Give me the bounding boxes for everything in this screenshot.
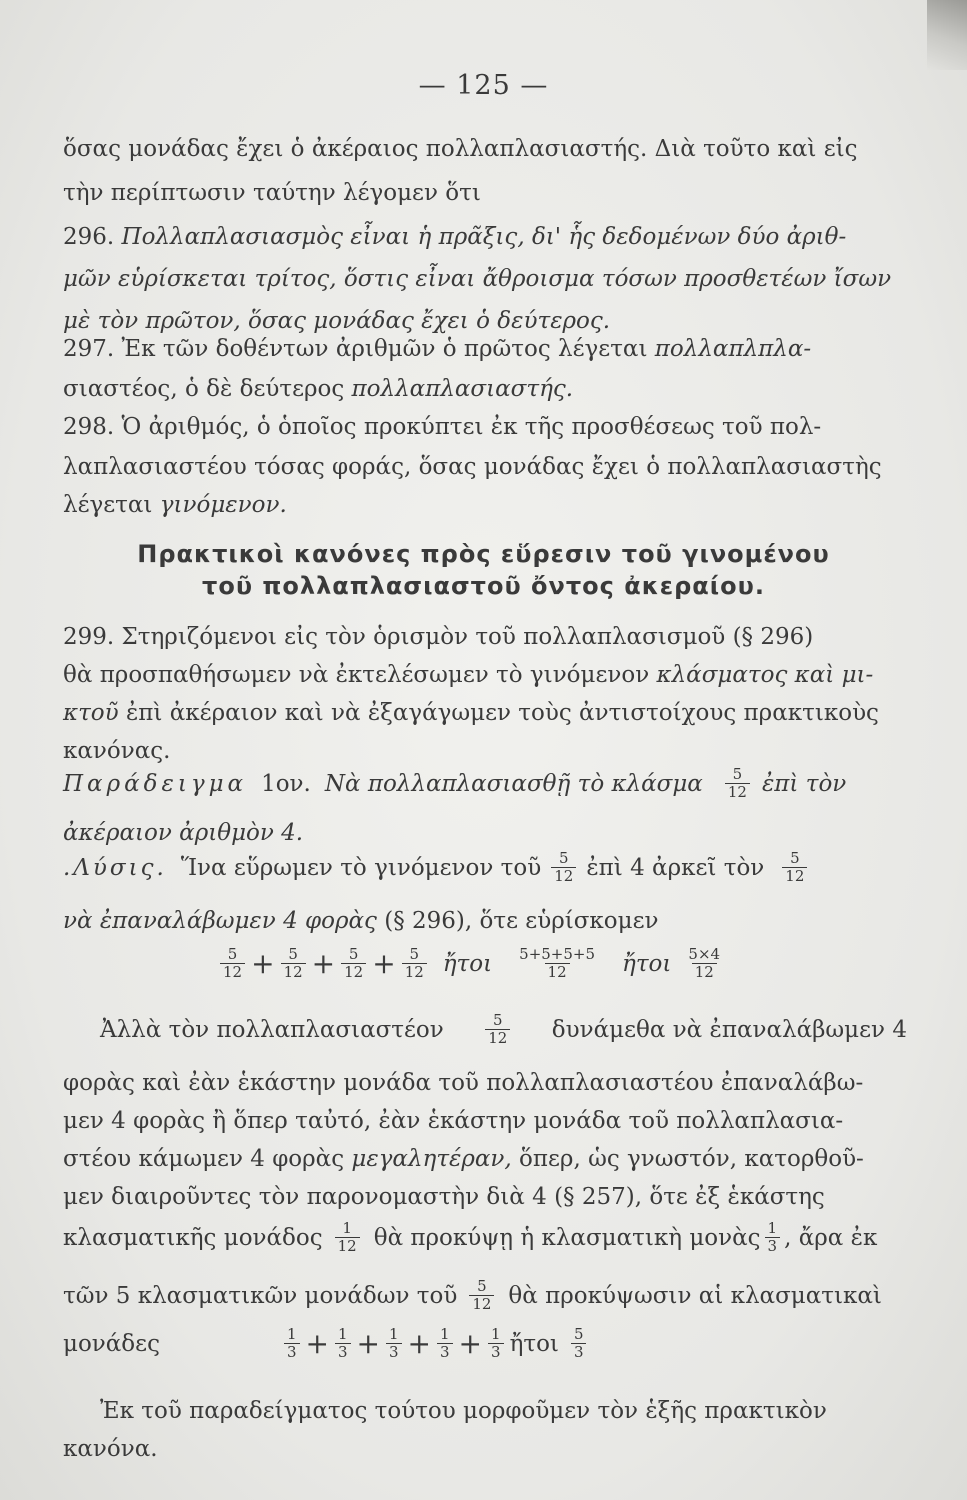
fraction (725, 766, 750, 801)
example-text: Νὰ πολλαπλασιασθῇ τὸ κλάσμα (324, 770, 703, 797)
line-text: φορὰς καὶ ἐὰν ἑκάστην μονάδα τοῦ πολλαπλασιαστέου ἐπαναλάβω- (63, 1070, 864, 1096)
plus-sign: + (372, 947, 396, 980)
paragraph-299-line1 (63, 622, 907, 652)
numerator: 1 (337, 1325, 348, 1343)
denominator: 3 (284, 1343, 300, 1361)
paragraph-number: 298. (63, 414, 115, 440)
plus-sign: + (251, 947, 275, 980)
denominator: 3 (488, 1343, 504, 1361)
denominator: 12 (485, 1029, 510, 1047)
denominator: 12 (341, 963, 366, 981)
fraction (765, 1220, 781, 1255)
numerator: 5 (477, 1277, 487, 1295)
denominator: 12 (220, 963, 245, 981)
para2-line5 (63, 1182, 907, 1212)
denominator: 3 (386, 1343, 402, 1361)
numerator: 5 (790, 849, 800, 867)
section-heading-line1: Πρακτικοὶ κανόνες πρὸς εὕρεσιν τοῦ γινομένου (137, 540, 830, 568)
line-text: ἐπὶ 4 ἀρκεῖ τὸν (586, 854, 765, 881)
fraction (335, 1326, 351, 1361)
line-text: Ἐκ τῶν δοθέντων ἀριθμῶν ὁ πρῶτος λέγεται (121, 336, 648, 362)
line-text: Ἐκ τοῦ παραδείγματος τούτου μορφοῦμεν τὸν ἑξῆς πρακτικὸν (100, 1398, 827, 1424)
para2-line1 (100, 1012, 907, 1047)
paragraph-298-line2 (63, 452, 907, 482)
denominator: 12 (692, 963, 717, 981)
paragraph-298-line3 (63, 490, 907, 520)
paragraph-number: 299. (63, 624, 115, 650)
line-text: θὰ προσπαθήσωμεν νὰ ἐκτελέσωμεν τὸ γινόμενον (63, 662, 650, 688)
conclusion-line1 (100, 1396, 907, 1426)
term-text: πολλαπλασιαστής. (351, 376, 574, 402)
numerator: 5 (288, 945, 298, 963)
paragraph-number: 297. (63, 336, 115, 362)
example-ordinal: 1ον. (261, 770, 311, 797)
fraction (402, 946, 427, 981)
line-text: Ἀλλὰ τὸν πολλαπλασιαστέον (100, 1016, 444, 1043)
numerator: 1 (286, 1325, 297, 1343)
line-text: ὅσας μονάδας ἔχει ὁ ἀκέραιος πολλαπλασιαστής. Διὰ τοῦτο καὶ εἰς (63, 136, 858, 162)
text-line (63, 178, 907, 208)
denominator: 12 (782, 867, 807, 885)
numerator: 5+5+5+5 (519, 945, 596, 963)
fraction (220, 946, 245, 981)
numerator: 1 (388, 1325, 399, 1343)
solution-line1 (63, 850, 811, 885)
denominator: 12 (551, 867, 576, 885)
line-text: μεν διαιροῦντες τὸν παρονομαστὴν διὰ 4 (§ 257), ὅτε ἐξ ἑκάστης (63, 1184, 825, 1210)
definition-text: μὲ τὸν πρῶτον, ὅσας μονάδας ἔχει ὁ δεύτερος. (63, 308, 611, 334)
para2-line2 (63, 1068, 907, 1098)
numerator: 5×4 (688, 945, 721, 963)
line-text: θὰ προκύψῃ ἡ κλασματικὴ μονὰς (373, 1224, 761, 1251)
paragraph-298-line1 (63, 412, 907, 442)
line-text: δυνάμεθα νὰ ἐπαναλάβωμεν 4 (551, 1016, 907, 1043)
term-text: γινόμενον. (159, 492, 287, 518)
line-text: Στηριζόμενοι εἰς τὸν ὁρισμὸν τοῦ πολλαπλασισμοῦ (§ 296) (121, 624, 814, 650)
line-text: τὴν περίπτωσιν ταύτην λέγομεν ὅτι (63, 180, 481, 206)
plus-sign: + (407, 1327, 431, 1360)
page-corner-shadow (927, 0, 967, 70)
numerator: 5 (493, 1011, 503, 1029)
definition-text: Πολλαπλασιασμὸς εἶναι ἡ πρᾶξις, δι' ἧς δεδομένων δύο ἀριθ- (121, 224, 847, 250)
numerator: 1 (342, 1219, 352, 1237)
itoi-word: ἤτοι (442, 950, 493, 977)
paragraph-number: 296. (63, 224, 115, 250)
denominator: 3 (571, 1343, 587, 1361)
solution-line2 (63, 906, 907, 936)
fraction (386, 1326, 402, 1361)
line-text: , ἄρα ἐκ (784, 1224, 878, 1251)
fraction (284, 1326, 300, 1361)
term-text: κτοῦ (63, 700, 119, 726)
itoi-word: ἤτοι (509, 1330, 559, 1357)
line-text: σιαστέος, ὁ δὲ δεύτερος (63, 376, 345, 402)
fraction (488, 1326, 504, 1361)
example-label: Παράδειγμα (63, 770, 248, 797)
plus-sign: + (305, 1327, 329, 1360)
term-text: κλάσματος καὶ μι- (656, 662, 874, 688)
term-text: μεγαλητέραν, (351, 1146, 512, 1172)
paragraph-296-line1 (63, 222, 907, 252)
denominator: 12 (402, 963, 427, 981)
line-text: ὅπερ, ὡς γνωστόν, κατορθοῦ- (519, 1146, 864, 1172)
solution-label: .Λύσις. (63, 854, 167, 881)
fraction (685, 946, 723, 981)
conclusion-line2 (63, 1434, 907, 1464)
example-text: ἐπὶ τὸν (761, 770, 847, 797)
text-line (63, 134, 907, 164)
numerator: 5 (559, 849, 569, 867)
line-text: κανόνα. (63, 1436, 158, 1462)
numerator: 5 (573, 1325, 584, 1343)
example-line2 (63, 818, 907, 848)
numerator: 5 (409, 945, 419, 963)
line-text: κλασματικῆς μονάδος (63, 1224, 323, 1251)
paragraph-297-line1 (63, 334, 907, 364)
fraction (571, 1326, 587, 1361)
numerator: 1 (440, 1325, 450, 1343)
fraction (281, 946, 306, 981)
paragraph-297-line2 (63, 374, 907, 404)
fraction (516, 946, 598, 981)
plus-sign: + (311, 947, 336, 980)
itoi-word: ἤτοι (622, 950, 672, 977)
fraction (341, 946, 366, 981)
line-text: τῶν 5 κλασματικῶν μονάδων τοῦ (63, 1282, 458, 1309)
fraction (437, 1326, 453, 1361)
numerator: 1 (491, 1325, 501, 1343)
fraction (782, 850, 807, 885)
line-text: Ὁ ἀριθμός, ὁ ὁποῖος προκύπτει ἐκ τῆς προσθέσεως τοῦ πολ- (121, 414, 822, 440)
denominator: 12 (281, 963, 306, 981)
para2-line6 (63, 1220, 877, 1255)
fraction (551, 850, 576, 885)
line-text: Ἵνα εὕρωμεν τὸ γινόμενον τοῦ (180, 854, 542, 881)
line-text: λέγεται (63, 492, 153, 518)
fraction (335, 1220, 360, 1255)
para2-line4 (63, 1144, 907, 1174)
line-text: μονάδες (63, 1330, 160, 1357)
para2-line3 (63, 1106, 907, 1136)
line-text: ἐπὶ ἀκέραιον καὶ νὰ ἐξαγάγωμεν τοὺς ἀντιστοίχους πρακτικοὺς (125, 700, 879, 726)
paragraph-299-line3 (63, 698, 907, 728)
numerator: 5 (732, 765, 743, 783)
paragraph-299-line2 (63, 660, 907, 690)
line-text: θὰ προκύψωσιν αἱ κλασματικαὶ (508, 1282, 882, 1309)
para2-line8 (63, 1326, 590, 1361)
line-text: μεν 4 φορὰς ἢ ὅπερ ταὐτό, ἐὰν ἑκάστην μονάδα τοῦ πολλαπλασια- (63, 1108, 844, 1134)
line-text: νὰ ἐπαναλάβωμεν 4 φορὰς (63, 908, 377, 934)
sum-equation (216, 946, 727, 981)
line-text: στέου κάμωμεν 4 φορὰς (63, 1146, 345, 1172)
definition-text: μῶν εὑρίσκεται τρίτος, ὅστις εἶναι ἄθροισμα τόσων προσθετέων ἴσων (63, 266, 892, 292)
fraction (469, 1278, 494, 1313)
example-text: ἀκέραιον ἀριθμὸν 4. (63, 820, 304, 846)
denominator: 12 (335, 1237, 360, 1255)
term-text: πολλαπλπλα- (654, 336, 812, 362)
denominator: 12 (469, 1295, 494, 1313)
example-line1 (63, 766, 846, 801)
denominator: 3 (335, 1343, 351, 1361)
numerator: 1 (767, 1219, 778, 1237)
line-text: (§ 296), ὅτε εὑρίσκομεν (384, 908, 659, 934)
denominator: 3 (437, 1343, 453, 1361)
numerator: 5 (227, 945, 238, 963)
line-text: κανόνας. (63, 738, 171, 764)
para2-line7 (63, 1278, 882, 1313)
line-text: λαπλασιαστέου τόσας φοράς, ὅσας μονάδας ἔχει ὁ πολλαπλασιαστὴς (63, 454, 882, 480)
paragraph-296-line2 (63, 264, 907, 294)
paragraph-299-line4 (63, 736, 907, 766)
section-heading-line2: τοῦ πολλαπλασιαστοῦ ὄντος ἀκεραίου. (202, 572, 765, 600)
plus-sign: + (458, 1327, 483, 1360)
fraction (485, 1012, 510, 1047)
denominator: 12 (725, 783, 750, 801)
denominator: 3 (765, 1237, 781, 1255)
page-number: — 125 — (418, 70, 549, 101)
paragraph-296-line3 (63, 306, 907, 336)
denominator: 12 (545, 963, 570, 981)
plus-sign: + (356, 1327, 380, 1360)
numerator: 5 (348, 945, 359, 963)
